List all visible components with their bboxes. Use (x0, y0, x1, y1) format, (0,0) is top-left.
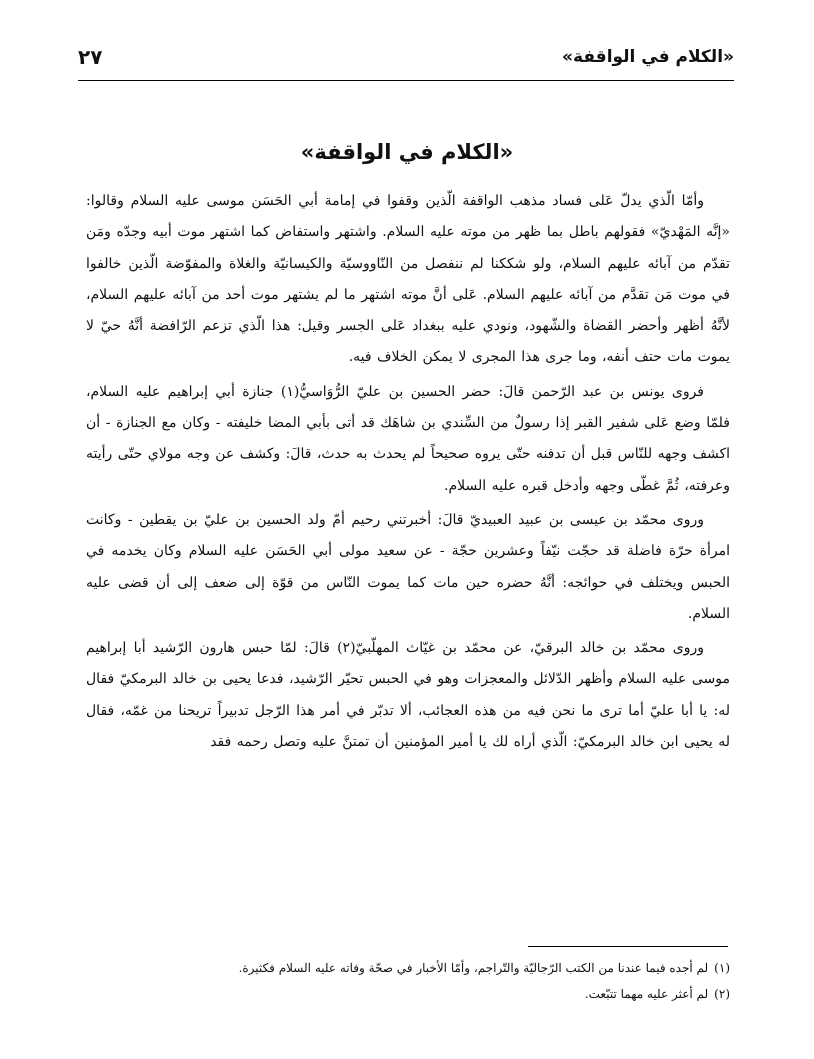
body-text (86, 186, 730, 761)
paragraph: وأمّا الّذي يدلّ عَلى فساد مذهب الواقفة الّذين وقفوا في إمامة أبي الحَسَن موسى عليه السلام وقالوا: «إنَّه المَهْديّ» فقولهم باطل بما ظهر من موته عليه السلام. واشتهر واستفاض كما اشتهر موت أبيه وجدّه ومَن تقدّم من آبائه عليهم السلام، ولو شككنا لم ننفصل من النّاووسيّة والكيسانيّة والغلاة والمفوّضة الّذين خالفوا في موت مَن تقدَّم من آبائه عليهم السلام. عَلى أنَّ موته اشتهر ما لم يشتهر موت أحد من آبائه عليهم السلام، لأنَّهُ أظهر وأحضر القضاة والشّهود، ونودي عليه ببغداد عَلى الجسر وقيل: هذا الّذي تزعم الرّافضة أنَّهُ حيّ لا يموت مات حتف أنفه، وما جرى هذا المجرى لا يمكن الخلاف فيه. (86, 193, 730, 366)
page-header (78, 40, 734, 74)
footnotes (86, 955, 730, 1007)
running-title: «الكلام في الواقفة» (562, 47, 734, 67)
footnote-text: لم أجده فيما عندنا من الكتب الرّجاليّة والتّراجم، وأمّا الأخبار في صحّة وفاته عليه السلام فكثيرة. (238, 961, 709, 975)
footnote (86, 955, 730, 981)
footnote-number: (٢) (714, 987, 730, 1001)
paragraph: وروى محمّد بن عيسى بن عبيد العبيديّ قالَ: أخبرتني رحيم أمّ ولد الحسين بن عليّ بن يقطين - وكانت امرأة حرّة فاضلة قد حجّت نيّفاً وعشرين حجّة - عن سعيد مولى أبي الحَسَن عليه السلام وكان يخدمه في الحبس ويختلف في حوائجه: أنَّهُ حضره حين مات كما يموت النّاس من قوّة إلى ضعف إلى أن قضى عليه السلام. (86, 511, 730, 622)
footnote-rule (528, 946, 728, 947)
paragraph: فروى يونس بن عبد الرّحمن قالَ: حضر الحسين بن عليّ الرُّوَاسيُّ(١) جنازة أبي إبراهيم عليه السلام، فلمّا وضع عَلى شفير القبر إذا رسولٌ من السِّندي بن شاهَك قد أتى بأبي المضا خليفته - وكان مع الجنازة - أن اكشف وجهه للنّاس قبل أن تدفنه حتّى يروه صحيحاً لم يحدث به حدث، قالَ: وكشف عن وجه مولاي حتّى رأيته وعرفته، ثُمَّ غطّى وجهه وأدخل قبره عليه السلام. (86, 383, 730, 494)
footnote (86, 981, 730, 1007)
footnote-text: لم أعثر عليه مهما تتبّعت. (584, 987, 709, 1001)
footnote-number: (١) (714, 961, 730, 975)
header-rule (78, 80, 734, 81)
page-number: ٢٧ (78, 45, 103, 69)
chapter-title: «الكلام في الواقفة» (300, 140, 514, 164)
paragraph: وروى محمّد بن خالد البرقيّ، عن محمّد بن غيّاث المهلّبيّ(٢) قالَ: لمّا حبس هارون الرّشيد أبا إبراهيم موسى عليه السلام وأظهر الدّلائل والمعجزات وهو في الحبس تحيّر الرّشيد، فدعا يحيى بن خالد البرمكيّ فقال له: يا أبا عليّ أما ترى ما نحن فيه من هذه العجائب، ألا تدبّر في أمر هذا الرّجل تدبيراً تريحنا من غمّه، فقال له يحيى ابن خالد البرمكيّ: الّذي أراه لك يا أمير المؤمنين أن تمتنَّ عليه وتصل رحمه فقد (86, 640, 730, 751)
